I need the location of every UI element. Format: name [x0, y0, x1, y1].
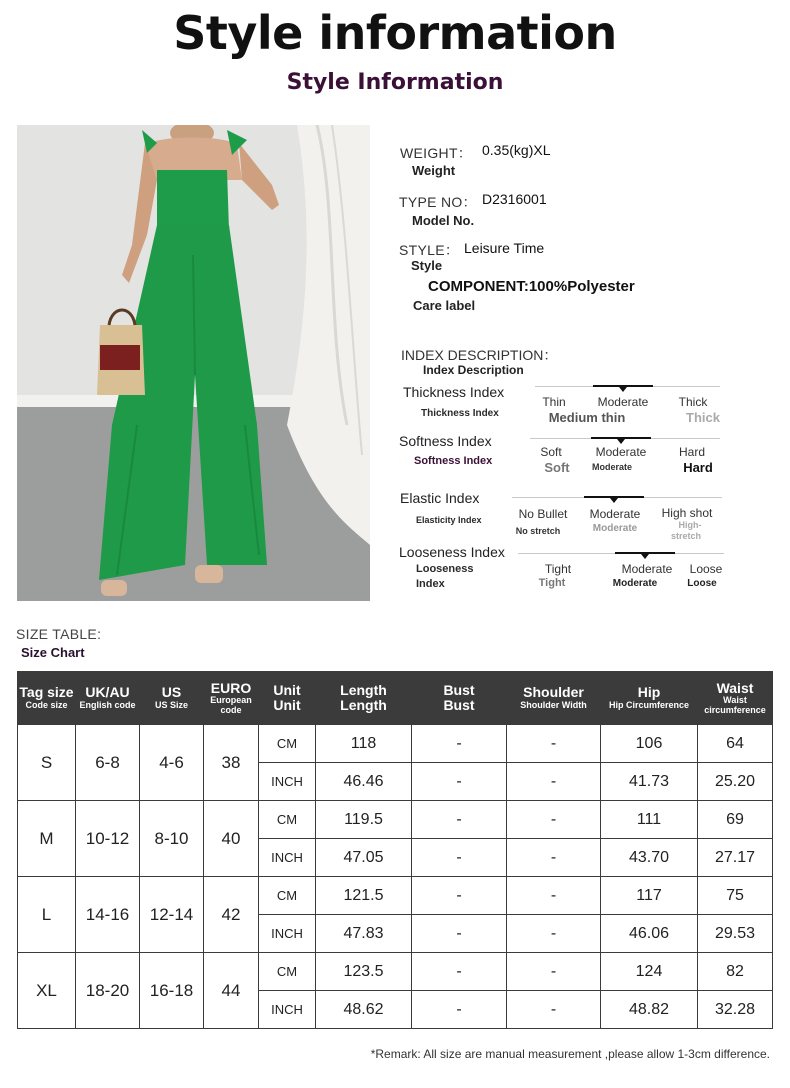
shoulder-cell: -: [507, 839, 601, 877]
looseness-option-tight: Tight: [544, 562, 572, 576]
shoulder-cell: -: [507, 725, 601, 763]
shoulder-cell: -: [507, 877, 601, 915]
hip-cell: 43.70: [601, 839, 698, 877]
looseness-option-moderate: Moderate: [621, 562, 673, 576]
hip-cell: 46.06: [601, 915, 698, 953]
size-us: 12-14: [140, 877, 204, 953]
bust-cell: -: [412, 763, 507, 801]
type-no-sub: Model No.: [412, 213, 475, 228]
shoulder-cell: -: [507, 801, 601, 839]
thickness-sub-medium-thin: Medium thin: [548, 410, 626, 425]
remark-note: *Remark: All size are manual measurement ,please allow 1-3cm difference.: [370, 1047, 770, 1061]
softness-sub-soft: Soft: [544, 460, 570, 475]
thickness-index-name: Thickness Index: [403, 384, 505, 400]
unit-cell: INCH: [259, 763, 316, 801]
elastic-option-moderate: Moderate: [589, 507, 641, 521]
unit-cell: CM: [259, 725, 316, 763]
elastic-sub-moderate: Moderate: [592, 523, 638, 534]
size-tag: S: [18, 725, 76, 801]
header-hip: Hip Hip Circumference: [601, 672, 698, 725]
size-euro: 44: [204, 953, 259, 1029]
thickness-option-thin: Thin: [542, 395, 566, 409]
hip-cell: 106: [601, 725, 698, 763]
style-label: STYLE：: [399, 242, 460, 258]
bust-cell: -: [412, 915, 507, 953]
weight-label: WEIGHT：: [400, 145, 473, 161]
looseness-index-name: Looseness Index: [399, 544, 505, 560]
unit-cell: CM: [259, 877, 316, 915]
softness-sub-moderate: Moderate: [591, 462, 632, 472]
waist-cell: 29.53: [698, 915, 773, 953]
elastic-sub-high: High-: [678, 520, 702, 530]
bust-cell: -: [412, 877, 507, 915]
bust-cell: -: [412, 953, 507, 991]
size-us: 16-18: [140, 953, 204, 1029]
length-cell: 119.5: [316, 801, 412, 839]
size-chart-table: [17, 671, 773, 1029]
hip-cell: 48.82: [601, 991, 698, 1029]
product-photo-illustration: [17, 125, 370, 601]
header-shoulder: Shoulder Shoulder Width: [507, 672, 601, 725]
softness-option-hard: Hard: [678, 445, 705, 459]
bust-cell: -: [412, 991, 507, 1029]
length-cell: 47.05: [316, 839, 412, 877]
elastic-index-sub: Elasticity Index: [416, 515, 482, 525]
looseness-marker-icon: [641, 554, 649, 559]
softness-index-sub: Softness Index: [414, 455, 493, 467]
weight-sub: Weight: [412, 163, 456, 178]
header-length: Length Length: [316, 672, 412, 725]
waist-cell: 32.28: [698, 991, 773, 1029]
softness-marker-icon: [617, 439, 625, 444]
size-us: 4-6: [140, 725, 204, 801]
size-table-header-row: [18, 672, 773, 725]
size-euro: 40: [204, 801, 259, 877]
index-title: INDEX DESCRIPTION：: [401, 347, 558, 363]
table-row: [18, 725, 773, 763]
unit-cell: INCH: [259, 839, 316, 877]
looseness-index-sub-b: Index: [416, 578, 445, 590]
softness-option-soft: Soft: [540, 445, 562, 459]
header-unit: Unit Unit: [259, 672, 316, 725]
elastic-option-high-shot: High shot: [661, 506, 713, 520]
thickness-option-thick: Thick: [678, 395, 708, 409]
length-cell: 118: [316, 725, 412, 763]
elastic-index-name: Elastic Index: [400, 490, 480, 506]
size-euro: 42: [204, 877, 259, 953]
product-photo: [17, 125, 370, 601]
size-uk: 10-12: [76, 801, 140, 877]
table-row: [18, 877, 773, 915]
length-cell: 48.62: [316, 991, 412, 1029]
unit-cell: INCH: [259, 915, 316, 953]
header-bust: Bust Bust: [412, 672, 507, 725]
elastic-marker-icon: [610, 498, 618, 503]
looseness-sub-loose: Loose: [687, 578, 717, 589]
bust-cell: -: [412, 725, 507, 763]
hip-cell: 117: [601, 877, 698, 915]
shoulder-cell: -: [507, 763, 601, 801]
looseness-index-sub-a: Looseness: [416, 563, 474, 575]
size-tag: M: [18, 801, 76, 877]
softness-index-name: Softness Index: [399, 433, 492, 449]
unit-cell: CM: [259, 801, 316, 839]
length-cell: 123.5: [316, 953, 412, 991]
softness-sub-hard: Hard: [683, 460, 713, 475]
unit-cell: CM: [259, 953, 316, 991]
type-no-value: D2316001: [482, 191, 547, 207]
bust-cell: -: [412, 839, 507, 877]
size-table-sub: Size Chart: [21, 645, 85, 660]
waist-cell: 27.17: [698, 839, 773, 877]
page-subtitle: Style Information: [286, 70, 504, 95]
looseness-option-loose: Loose: [689, 562, 723, 576]
unit-cell: INCH: [259, 991, 316, 1029]
waist-cell: 25.20: [698, 763, 773, 801]
component-sub: Care label: [413, 298, 476, 313]
waist-cell: 75: [698, 877, 773, 915]
elastic-option-no-bullet: No Bullet: [518, 507, 568, 521]
hip-cell: 41.73: [601, 763, 698, 801]
length-cell: 47.83: [316, 915, 412, 953]
header-tag-size: Tag size Code size: [18, 672, 76, 725]
length-cell: 46.46: [316, 763, 412, 801]
shoulder-cell: -: [507, 915, 601, 953]
index-title-sub: Index Description: [423, 363, 524, 377]
header-us: US US Size: [140, 672, 204, 725]
size-tag: L: [18, 877, 76, 953]
softness-option-moderate: Moderate: [595, 445, 647, 459]
header-uk-au: UK/AU English code: [76, 672, 140, 725]
waist-cell: 64: [698, 725, 773, 763]
table-row: [18, 953, 773, 991]
size-tag: XL: [18, 953, 76, 1029]
thickness-index-sub: Thickness Index: [421, 408, 499, 419]
component-text: COMPONENT:100%Polyester: [428, 278, 635, 295]
header-waist: Waist Waist circumference: [698, 672, 773, 725]
thickness-option-moderate: Moderate: [597, 395, 649, 409]
hip-cell: 111: [601, 801, 698, 839]
length-cell: 121.5: [316, 877, 412, 915]
looseness-sub-moderate: Moderate: [612, 578, 658, 589]
elastic-sub-no-stretch: No stretch: [515, 526, 561, 536]
type-no-label: TYPE NO：: [399, 194, 477, 210]
style-value: Leisure Time: [464, 240, 545, 256]
size-uk: 6-8: [76, 725, 140, 801]
size-uk: 14-16: [76, 877, 140, 953]
elastic-sub-stretch: stretch: [670, 531, 701, 541]
thickness-sub-thick: Thick: [686, 410, 720, 425]
size-uk: 18-20: [76, 953, 140, 1029]
thickness-marker-icon: [619, 387, 627, 392]
table-row: [18, 801, 773, 839]
size-table-label: SIZE TABLE:: [16, 626, 102, 642]
size-us: 8-10: [140, 801, 204, 877]
waist-cell: 69: [698, 801, 773, 839]
shoulder-cell: -: [507, 953, 601, 991]
style-sub: Style: [411, 258, 443, 273]
waist-cell: 82: [698, 953, 773, 991]
size-euro: 38: [204, 725, 259, 801]
bust-cell: -: [412, 801, 507, 839]
weight-value: 0.35(kg)XL: [482, 142, 551, 158]
header-euro: EURO European code: [204, 672, 259, 725]
shoulder-cell: -: [507, 991, 601, 1029]
looseness-sub-tight: Tight: [538, 577, 566, 589]
page-title: Style information: [173, 6, 617, 60]
hip-cell: 124: [601, 953, 698, 991]
